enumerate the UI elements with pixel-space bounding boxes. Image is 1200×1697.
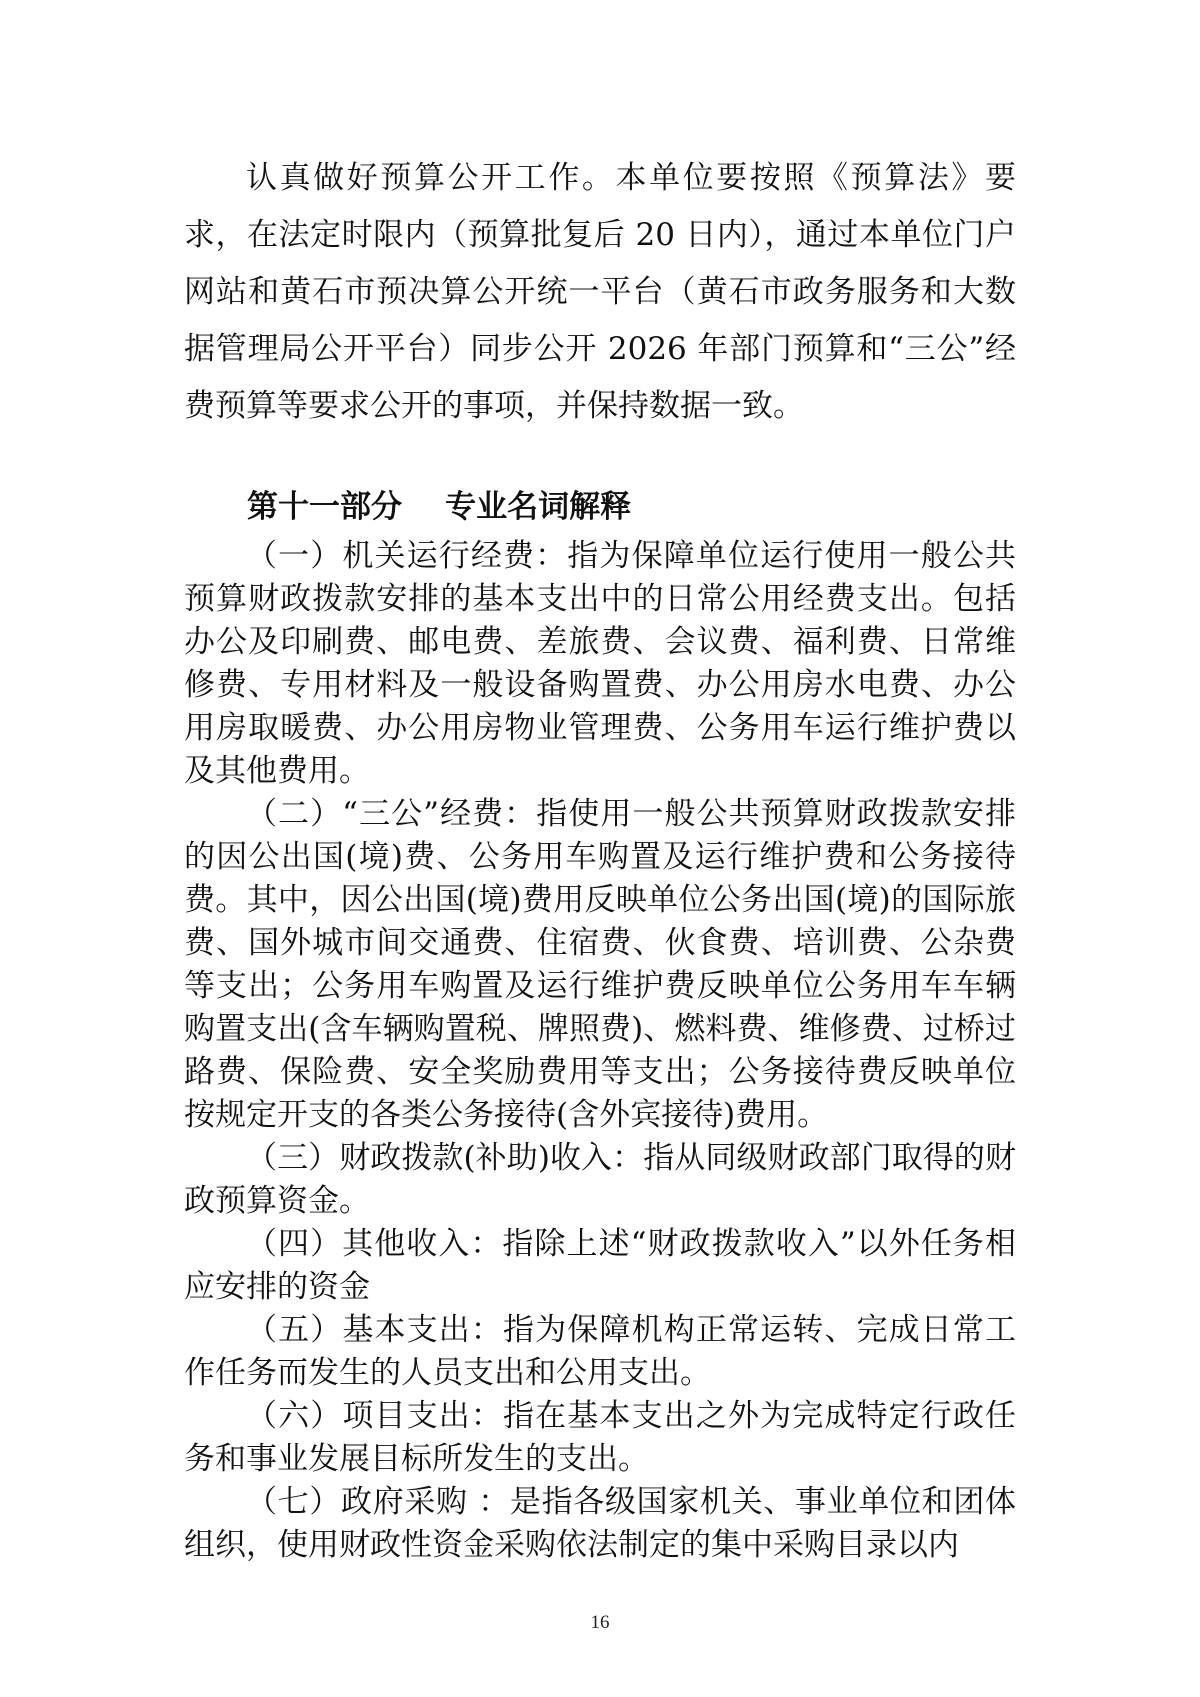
intro-paragraph: 认真做好预算公开工作。本单位要按照《预算法》要求，在法定时限内（预算批复后 20 日内），通过本单位门户网站和黄石市预决算公开统一平台（黄石市政务服务和大数据管理局公开平台）同步公开 2026 年部门预算和“三公”经费预算等要求公开的事项，并保持数据一致。	[184, 160, 1016, 424]
definition-paragraph-5: （五）基本支出：指为保障机构正常运转、完成日常工作任务而发生的人员支出和公用支出。	[184, 1312, 1016, 1391]
definition-paragraph-6: （六）项目支出：指在基本支出之外为完成特定行政任务和事业发展目标所发生的支出。	[184, 1398, 1016, 1477]
page-number: 16	[590, 1612, 610, 1633]
definition-paragraph-1: （一）机关运行经费：指为保障单位运行使用一般公共预算财政拨款安排的基本支出中的日常公用经费支出。包括办公及印刷费、邮电费、差旅费、会议费、福利费、日常维修费、专用材料及一般设备购置费、办公用房水电费、办公用房取暖费、办公用房物业管理费、公务用车运行维护费以及其他费用。	[184, 538, 1016, 789]
definition-paragraph-2: （二）“三公”经费：指使用一般公共预算财政拨款安排的因公出国(境)费、公务用车购置及运行维护费和公务接待费。其中，因公出国(境)费用反映单位公务出国(境)的国际旅费、国外城市间交通费、住宿费、伙食费、培训费、公杂费等支出；公务用车购置及运行维护费反映单位公务用车车辆购置支出(含车辆购置税、牌照费)、燃料费、维修费、过桥过路费、保险费、安全奖励费用等支出；公务接待费反映单位按规定开支的各类公务接待(含外宾接待)费用。	[184, 796, 1016, 1133]
page-content	[184, 150, 1016, 1567]
definition-paragraph-4: （四）其他收入：指除上述“财政拨款收入”以外任务相应安排的资金	[184, 1226, 1016, 1305]
definition-paragraph-7: （七）政府采购 ：是指各级国家机关、事业单位和团体组织，使用财政性资金采购依法制定的集中采购目录以内	[184, 1484, 1016, 1563]
definition-paragraph-3: （三）财政拨款(补助)收入：指从同级财政部门取得的财政预算资金。	[184, 1140, 1016, 1219]
section-title: 第十一部分 专业名词解释	[247, 489, 632, 525]
